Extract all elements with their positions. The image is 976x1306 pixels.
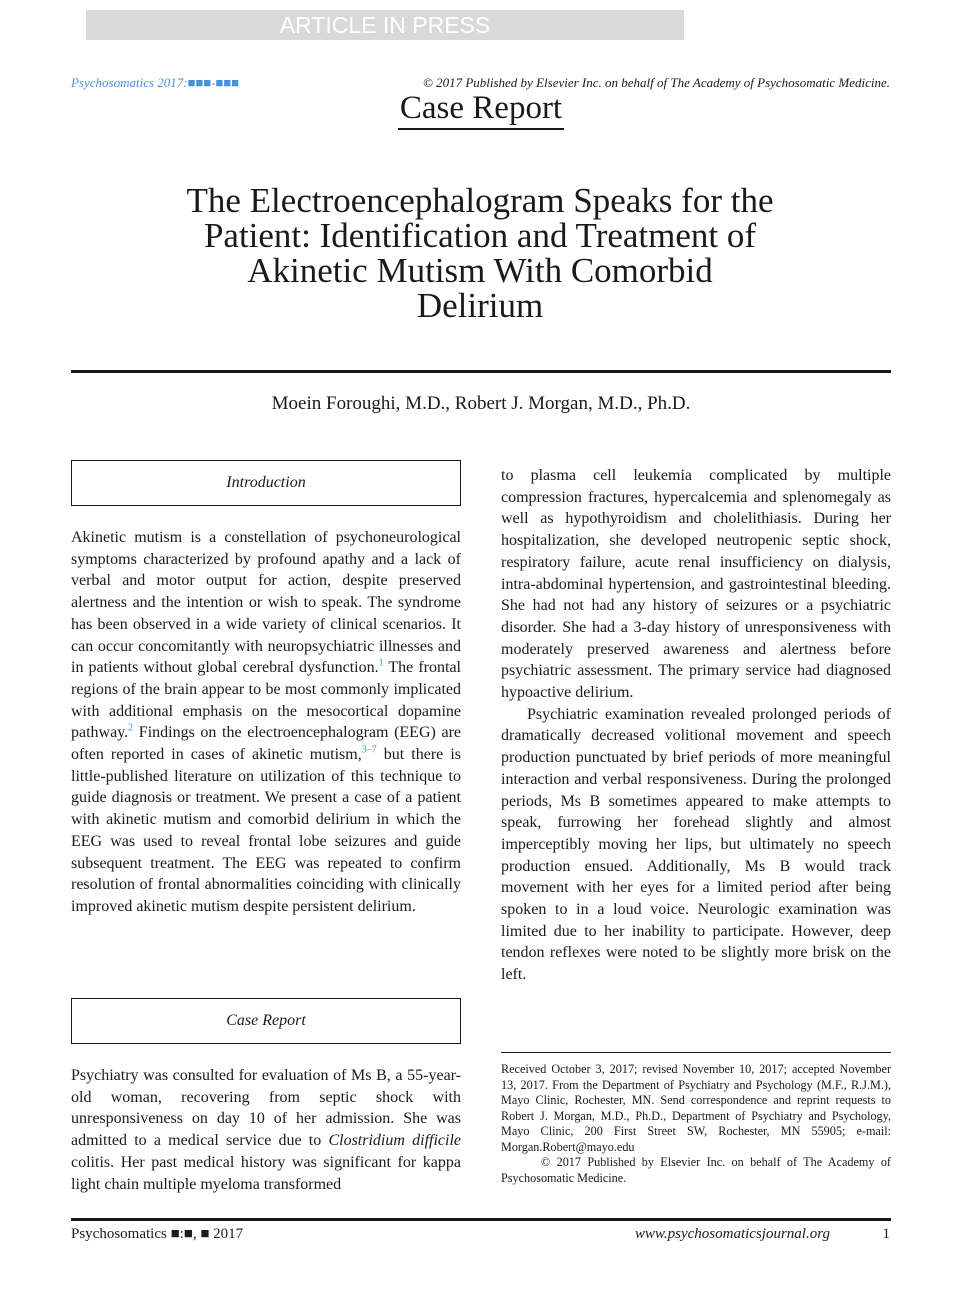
organism-name: Clostridium difficile bbox=[328, 1132, 461, 1150]
intro-text-3: Findings on the electroencephalogram (EEG) are often reported in cases of akinetic mutism, bbox=[71, 724, 461, 764]
citation-link-3-7[interactable]: 3–7 bbox=[361, 744, 377, 756]
citation-link-1[interactable]: 1 bbox=[378, 657, 384, 669]
case-report-body bbox=[71, 1065, 461, 1195]
article-notes bbox=[501, 1062, 891, 1186]
right-column-body bbox=[501, 465, 891, 986]
intro-text-4: but there is little-published literature on utilization of this technique to guide diagnosis or treatment. We present a case of a patient with akinetic mutism and comorbid delirium in which the EEG was used to reveal frontal lobe seizures and guide subsequent treatment. The EEG was repeated to confirm resolution of frontal abnormalities coinciding with clinically improved akinetic mutism despite persistent delirium. bbox=[71, 746, 462, 915]
received-note: Received October 3, 2017; revised November 10, 2017; accepted November 13, 2017. From the Department of Psychiatry and Psychology (M.F., R.J.M.), Mayo Clinic, Rochester, MN. Send correspondence and reprint requests to Robert J. Morgan, M.D., Ph.D., Department of Psychiatry and Psychology, Mayo Clinic, 200 First Street SW, Rochester, MN 55905; e-mail: Morgan.Robert@mayo.edu bbox=[501, 1062, 891, 1154]
introduction-paragraph bbox=[71, 527, 461, 918]
case-text-2: colitis. Her past medical history was significant for kappa light chain multiple myeloma transformed bbox=[71, 1153, 461, 1193]
article-in-press-banner: ARTICLE IN PRESS bbox=[86, 10, 684, 40]
right-paragraph-1: to plasma cell leukemia complicated by multiple compression fractures, hypercalcemia and splenomegaly as well as hypothyroidism and cholelithiasis. During her hospitalization, she developed neutropenic septic shock, respiratory failure, acute renal insufficiency on dialysis, intra-abdominal hypertension, and gastrointestinal bleeding. She had not had any history of seizures or a psychiatric disorder. She had a 3-day history of unresponsiveness with moderately preserved awareness and alertness before psychiatric assessment. The primary service had diagnosed hypoactive delirium. bbox=[501, 467, 891, 702]
footer-journal-url[interactable]: www.psychosomaticsjournal.org bbox=[634, 1226, 830, 1242]
citation-link-2[interactable]: 2 bbox=[128, 723, 134, 734]
page-number: 1 bbox=[882, 1226, 890, 1242]
intro-text-1: Akinetic mutism is a constellation of psychoneurological symptoms characterized by profound apathy and a lack of verbal and motor output for action, despite preserved alertness and the intention or wish to speak. The syndrome has been observed in a wide variety of clinical scenarios. It can occur concomitantly with neuropsychiatric illnesses and in patients without global cerebral dysfunction. bbox=[71, 529, 461, 677]
case-text-1: Psychiatry was consulted for evaluation of Ms B, a 55-year-old woman, recovering from septic shock with unresponsiveness on day 10 of her admission. She was admitted to a medical service due to bbox=[71, 1067, 461, 1150]
case-paragraph bbox=[71, 1065, 461, 1195]
right-paragraph-2: Psychiatric examination revealed prolonged periods of dramatically decreased volitional movement and speech production punctuated by brief periods of more meaningful interaction and verbal responsiveness. During the prolonged periods, Ms B sometimes appeared to make attempts to speak, furrowing her forehead slightly and almost imperceptibly moving her lips, but ultimately no speech production ensued. Additionally, Ms B would track movement with her eyes for a limited period after being spoken to in a loud voice. Neurologic examination was limited due to her inability to participate. However, deep tendon reflexes were noted to be slightly more brisk on the left. bbox=[501, 705, 891, 984]
intro-text-2: The frontal regions of the brain appear to be most commonly implicated with additional emphasis on the mesocortical dopamine pathway. bbox=[71, 659, 462, 742]
footer-journal: Psychosomatics ■:■, ■ 2017 bbox=[71, 1226, 244, 1242]
section-type-label bbox=[0, 90, 962, 127]
header-copyright: © 2017 Published by Elsevier Inc. on behalf of The Academy of Psychosomatic Medicine. bbox=[422, 75, 890, 90]
footnote-divider bbox=[501, 1052, 891, 1053]
case-report-heading: Case Report bbox=[71, 998, 461, 1044]
section-type-text: Case Report bbox=[398, 90, 564, 130]
author-list: Moein Foroughi, M.D., Robert J. Morgan, M.D., Ph.D. bbox=[271, 393, 691, 414]
introduction-body bbox=[71, 527, 461, 918]
footer-divider bbox=[71, 1218, 891, 1221]
article-title: The Electroencephalogram Speaks for the Patient: Identification and Treatment of Akinetic Mutism With Comorbid Delirium bbox=[186, 181, 774, 325]
introduction-heading: Introduction bbox=[71, 460, 461, 506]
journal-reference[interactable]: Psychosomatics 2017:■■■-■■■ bbox=[71, 75, 240, 90]
title-divider bbox=[71, 370, 891, 373]
notes-copyright: © 2017 Published by Elsevier Inc. on behalf of The Academy of Psychosomatic Medicine. bbox=[501, 1155, 891, 1185]
